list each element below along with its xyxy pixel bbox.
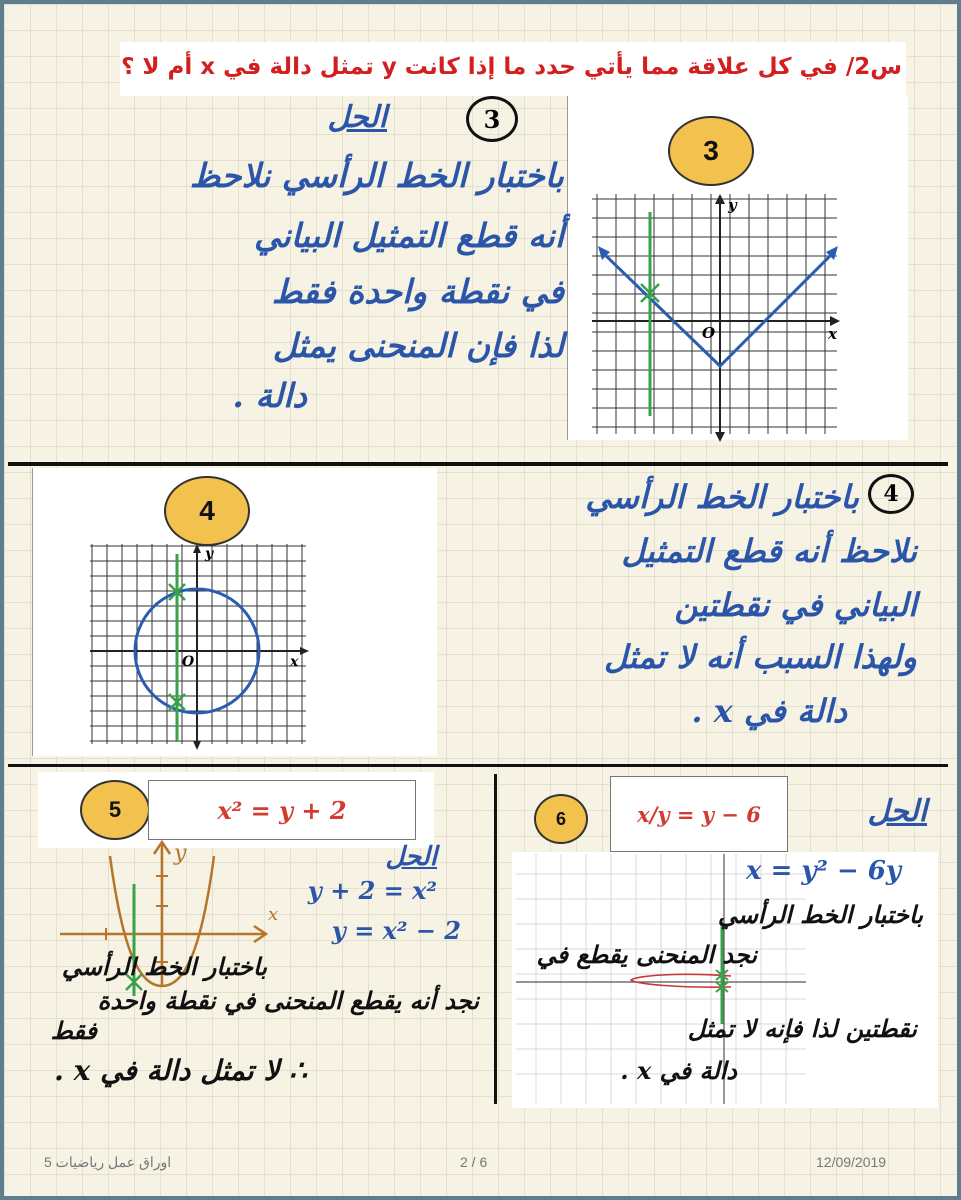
section5-work-1: y + 2 = x² <box>307 876 437 905</box>
section4-line-5: دالة في x . <box>691 692 847 730</box>
section5-line-4: ∴ لا تمثل دالة في x . <box>54 1054 307 1087</box>
section6-line-4: دالة في x . <box>620 1056 737 1085</box>
divider-1 <box>8 462 948 466</box>
graph-3-origin-label: O <box>702 324 716 342</box>
section6-line-1: باختبار الخط الرأسي <box>717 900 923 929</box>
section6-work: x = y² − 6y <box>746 856 901 886</box>
graph-3-x-label: x <box>828 325 837 343</box>
badge-5: 5 <box>80 780 150 840</box>
graph-4 <box>90 544 310 750</box>
section4-line-3: البياني في نقطتين <box>674 586 917 624</box>
divider-2 <box>8 764 948 767</box>
question-text: س2/ في كل علاقة مما يأتي حدد ما إذا كانت y تمثل دالة في x أم لا ؟ <box>121 54 902 80</box>
graph-5-y-label: y <box>174 841 187 866</box>
section3-line-1: باختبار الخط الرأسي نلاحظ <box>189 156 564 195</box>
section3-line-4: لذا فإن المنحنى يمثل <box>272 326 564 365</box>
circled-number-3: 3 <box>466 96 518 142</box>
section3-line-3: في نقطة واحدة فقط <box>271 272 564 311</box>
equation-6: x/y = y − 6 <box>610 776 788 852</box>
equation-5: x² = y + 2 <box>148 780 416 840</box>
section6-line-2: نجد المنحنى يقطع في <box>536 940 757 969</box>
circled-number-4: 4 <box>868 474 914 514</box>
section5-work-2: y = x² − 2 <box>331 916 461 945</box>
section5-line-1: باختبار الخط الرأسي <box>61 952 267 981</box>
section4-line-2: نلاحظ أنه قطع التمثيل <box>621 532 917 570</box>
graph-4-origin-label: O <box>182 654 195 670</box>
section5-line-2: نجد أنه يقطع المنحنى في نقطة واحدة <box>97 986 479 1015</box>
worksheet-page <box>4 4 957 1196</box>
footer-date: 12/09/2019 <box>816 1154 887 1170</box>
section5-line-3: فقط <box>50 1016 97 1045</box>
badge-4: 4 <box>164 476 250 546</box>
footer-title: اوراق عمل رياضيات 5 <box>44 1154 172 1170</box>
section5-heading: الحل <box>385 842 437 872</box>
badge-3: 3 <box>668 116 754 186</box>
section3-line-2: أنه قطع التمثيل البياني <box>254 216 564 255</box>
section4-line-4: ولهذا السبب أنه لا تمثل <box>604 638 917 676</box>
section6-heading: الحل <box>867 794 927 829</box>
graph-5-x-label: x <box>268 904 279 925</box>
graph-4-x-label: x <box>290 654 299 670</box>
divider-vertical <box>494 774 497 1104</box>
graph-3-y-label: y <box>728 196 737 214</box>
section3-heading: الحل <box>327 100 387 135</box>
badge-6: 6 <box>534 794 588 844</box>
graph-4-y-label: y <box>205 546 214 562</box>
section6-line-3: نقطتين لذا فإنه لا تمثل <box>687 1014 917 1043</box>
section3-line-5: دالة . <box>232 376 307 415</box>
graph-3 <box>592 194 842 444</box>
footer-page: 2 / 6 <box>460 1154 488 1170</box>
section4-line-1: باختبار الخط الرأسي <box>585 478 859 516</box>
